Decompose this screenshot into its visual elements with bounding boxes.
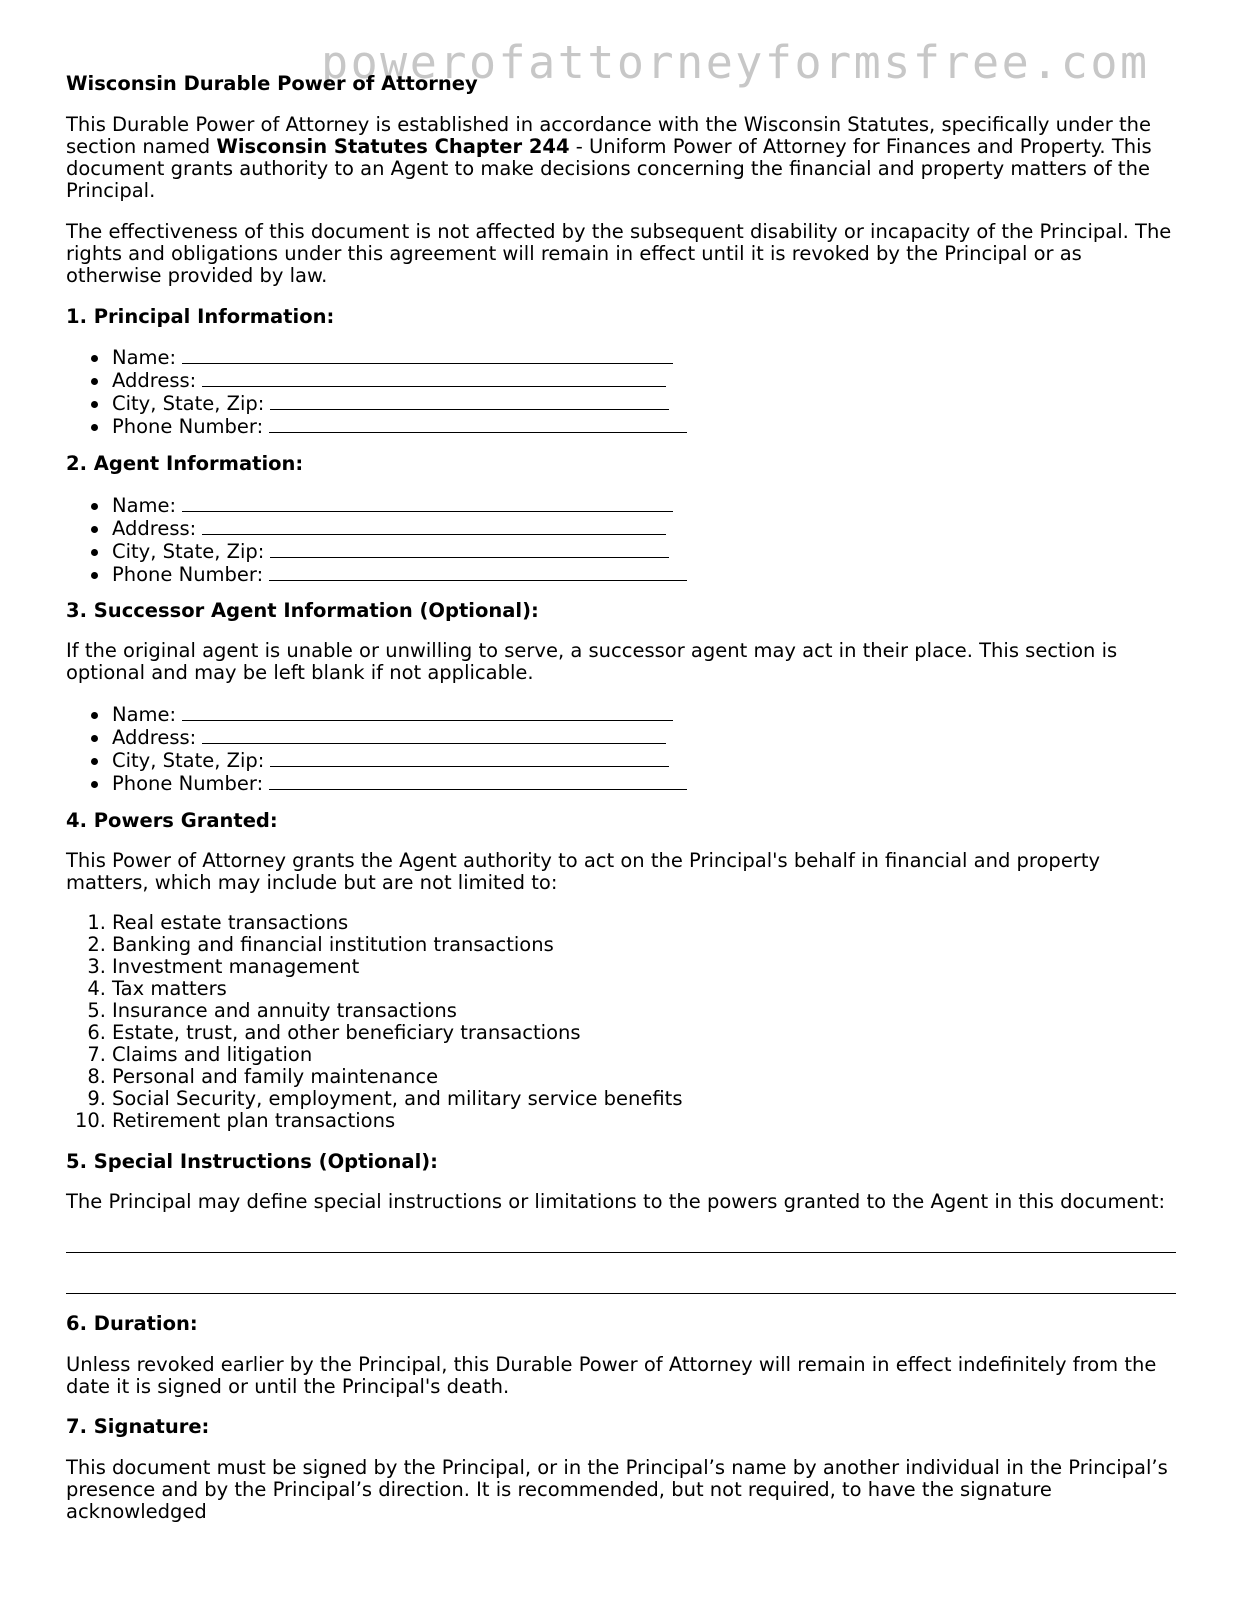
statute-reference: Wisconsin Statutes Chapter 244 — [216, 135, 570, 158]
field-label: City, State, Zip: — [112, 540, 265, 563]
agent-heading: 2. Agent Information: — [66, 452, 304, 475]
item-text: Estate, trust, and other beneficiary transactions — [112, 1021, 581, 1044]
duration-description: Unless revoked earlier by the Principal, this Durable Power of Attorney will remain in effect indefinitely from the date it is signed or until the Principal's death. — [66, 1353, 1157, 1398]
city-blank[interactable] — [270, 749, 669, 767]
item-number: 4. — [87, 977, 106, 1000]
item-text: Tax matters — [112, 977, 227, 1000]
field-label: Phone Number: — [112, 415, 264, 438]
successor-fields — [66, 703, 1176, 795]
power-item — [66, 912, 1176, 934]
item-number: 9. — [87, 1087, 106, 1110]
successor-name-field — [66, 703, 1176, 726]
field-label: Address: — [112, 517, 197, 540]
duration-heading: 6. Duration: — [66, 1312, 198, 1335]
address-blank[interactable] — [202, 517, 666, 535]
principal-phone-field — [66, 415, 1176, 438]
item-number: 6. — [87, 1021, 106, 1044]
phone-blank[interactable] — [269, 415, 687, 433]
item-text: Investment management — [112, 955, 360, 978]
signature-heading: 7. Signature: — [66, 1415, 210, 1438]
special-description: The Principal may define special instructions or limitations to the powers granted to the Agent in this document: — [66, 1190, 1166, 1213]
power-item — [66, 1088, 1176, 1110]
item-text: Banking and financial institution transactions — [112, 933, 554, 956]
intro-paragraph — [66, 114, 1176, 202]
special-heading: 5. Special Instructions (Optional): — [66, 1150, 438, 1173]
field-label: Phone Number: — [112, 772, 264, 795]
successor-address-field — [66, 726, 1176, 749]
field-label: Phone Number: — [112, 563, 264, 586]
agent-fields — [66, 494, 1176, 586]
power-item — [66, 1110, 1176, 1132]
watermark: powerofattorneyformsfree.com — [321, 36, 1150, 89]
address-blank[interactable] — [202, 369, 666, 387]
item-text: Retirement plan transactions — [112, 1109, 396, 1132]
successor-phone-field — [66, 772, 1176, 795]
principal-name-field — [66, 346, 1176, 369]
field-label: City, State, Zip: — [112, 749, 265, 772]
intro-text-end: - Uniform Power of Attorney for Finances and Property. This document grants authority to an Agent to make decisions concerning the financial and property matters of the Principal. — [66, 135, 1152, 202]
powers-list — [66, 912, 1176, 1132]
principal-city-field — [66, 392, 1176, 415]
item-number: 5. — [87, 999, 106, 1022]
item-number: 8. — [87, 1065, 106, 1088]
item-text: Real estate transactions — [112, 911, 349, 934]
instructions-line-2[interactable] — [66, 1293, 1176, 1294]
intro-text-start: This Durable Power of Attorney is established in accordance with the Wisconsin Statutes, specifically under the section named — [66, 113, 1151, 158]
field-label: Name: — [112, 494, 177, 517]
city-blank[interactable] — [270, 540, 669, 558]
power-item — [66, 1044, 1176, 1066]
item-text: Personal and family maintenance — [112, 1065, 439, 1088]
item-number: 1. — [87, 911, 106, 934]
item-text: Claims and litigation — [112, 1043, 313, 1066]
power-item — [66, 1066, 1176, 1088]
field-label: Address: — [112, 726, 197, 749]
item-number: 7. — [87, 1043, 106, 1066]
power-item — [66, 1000, 1176, 1022]
successor-description: If the original agent is unable or unwilling to serve, a successor agent may act in their place. This section is optional and may be left blank if not applicable. — [66, 639, 1118, 684]
power-item — [66, 1022, 1176, 1044]
phone-blank[interactable] — [269, 772, 687, 790]
principal-heading: 1. Principal Information: — [66, 305, 335, 328]
agent-city-field — [66, 540, 1176, 563]
successor-city-field — [66, 749, 1176, 772]
phone-blank[interactable] — [269, 563, 687, 581]
field-label: Name: — [112, 703, 177, 726]
item-text: Social Security, employment, and military service benefits — [112, 1087, 683, 1110]
principal-address-field — [66, 369, 1176, 392]
item-number: 3. — [87, 955, 106, 978]
agent-address-field — [66, 517, 1176, 540]
address-blank[interactable] — [202, 726, 666, 744]
effectiveness-paragraph: The effectiveness of this document is not affected by the subsequent disability or incapacity of the Principal. The rights and obligations under this agreement will remain in effect until it is revoked by the Principal or as otherwise provided by law. — [66, 220, 1172, 287]
powers-heading: 4. Powers Granted: — [66, 809, 278, 832]
powers-description: This Power of Attorney grants the Agent authority to act on the Principal's behalf in financial and property matters, which may include but are not limited to: — [66, 849, 1101, 894]
document-title: Wisconsin Durable Power of Attorney — [66, 72, 478, 95]
agent-name-field — [66, 494, 1176, 517]
power-item — [66, 978, 1176, 1000]
agent-phone-field — [66, 563, 1176, 586]
field-label: Name: — [112, 346, 177, 369]
item-number: 10. — [74, 1109, 106, 1132]
name-blank[interactable] — [182, 494, 673, 512]
name-blank[interactable] — [182, 703, 673, 721]
field-label: Address: — [112, 369, 197, 392]
successor-heading: 3. Successor Agent Information (Optional): — [66, 599, 539, 622]
item-text: Insurance and annuity transactions — [112, 999, 457, 1022]
item-number: 2. — [87, 933, 106, 956]
instructions-line-1[interactable] — [66, 1252, 1176, 1253]
power-item — [66, 934, 1176, 956]
signature-description: This document must be signed by the Principal, or in the Principal’s name by another individual in the Principal’s presence and by the Principal’s direction. It is recommended, but not required, to have the signature acknowledged — [66, 1456, 1168, 1523]
name-blank[interactable] — [182, 346, 673, 364]
city-blank[interactable] — [270, 392, 669, 410]
field-label: City, State, Zip: — [112, 392, 265, 415]
power-item — [66, 956, 1176, 978]
principal-fields — [66, 346, 1176, 438]
